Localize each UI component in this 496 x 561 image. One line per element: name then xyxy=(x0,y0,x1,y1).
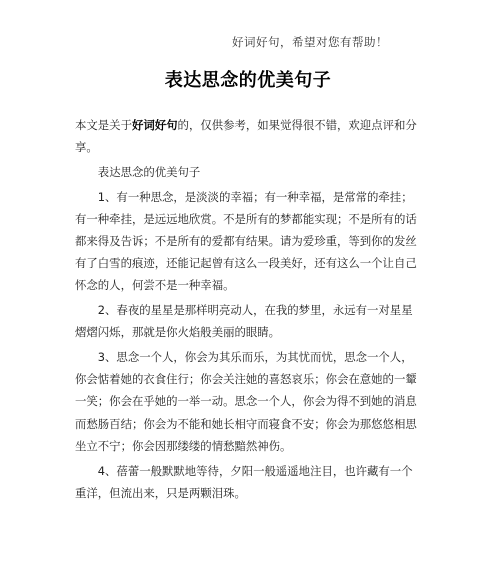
paragraph-2 xyxy=(75,299,423,343)
paragraph-1 xyxy=(75,186,423,297)
paragraph-line: 3、思念一个人，你会为其乐而乐，为其忧而忧，思念一个人， xyxy=(97,350,413,365)
article-body xyxy=(75,114,423,506)
header-note: 好词好句，希望对您有帮助！ xyxy=(232,35,388,49)
intro-prefix: 本文是关于 xyxy=(75,118,132,132)
paragraph-line: 1、有一种思念，是淡淡的幸福；有一种幸福，是常常的牵挂； xyxy=(97,189,413,204)
paragraph-line: 熠熠闪烁，那就是你火焰般美丽的眼睛。 xyxy=(75,325,281,340)
intro-suffix: 的，仅供参考，如果觉得很不错，欢迎点评和分 xyxy=(177,118,417,132)
page-title: 表达思念的优美句子 xyxy=(164,70,332,91)
intro-paragraph xyxy=(75,114,423,158)
paragraph-line: 而愁肠百结；你会为不能和她长相守而寝食不安；你会为那悠悠相思 xyxy=(75,416,417,431)
paragraph-line: 你会惦着她的衣食住行；你会关注她的喜怒哀乐；你会在意她的一颦 xyxy=(75,372,417,387)
intro-keyword-link[interactable]: 好词好句 xyxy=(131,118,178,132)
paragraph-3 xyxy=(75,346,423,457)
paragraph-line: 有一种牵挂，是远远地欣赏。不是所有的梦都能实现；不是所有的话 xyxy=(75,211,417,226)
intro-line-1 xyxy=(75,114,423,136)
paragraph-line: 怀念的人，何尝不是一种幸福。 xyxy=(75,278,235,293)
paragraph-line: 一笑；你会在乎她的一举一动。思念一个人，你会为得不到她的消息 xyxy=(75,394,417,409)
paragraph-line: 4、蓓蕾一般默默地等待，夕阳一般遥遥地注目，也许藏有一个 xyxy=(97,463,413,478)
paragraph-line: 都来得及告诉；不是所有的爱都有结果。请为爱珍重，等到你的发丝 xyxy=(75,234,417,249)
paragraph-line: 2、春夜的星星是那样明亮动人，在我的梦里，永远有一对星星 xyxy=(97,303,413,318)
section-subheading: 表达思念的优美句子 xyxy=(97,164,201,179)
paragraph-line: 有了白雪的痕迹，还能记起曾有这么一段美好，还有这么一个让自己 xyxy=(75,256,417,271)
intro-line-2: 享。 xyxy=(75,140,98,155)
paragraph-line: 重洋，但流出来，只是两颗泪珠。 xyxy=(75,485,246,500)
paragraph-4 xyxy=(75,460,423,504)
paragraph-line: 坐立不宁；你会因那缕缕的情愁黯然神伤。 xyxy=(75,438,292,453)
